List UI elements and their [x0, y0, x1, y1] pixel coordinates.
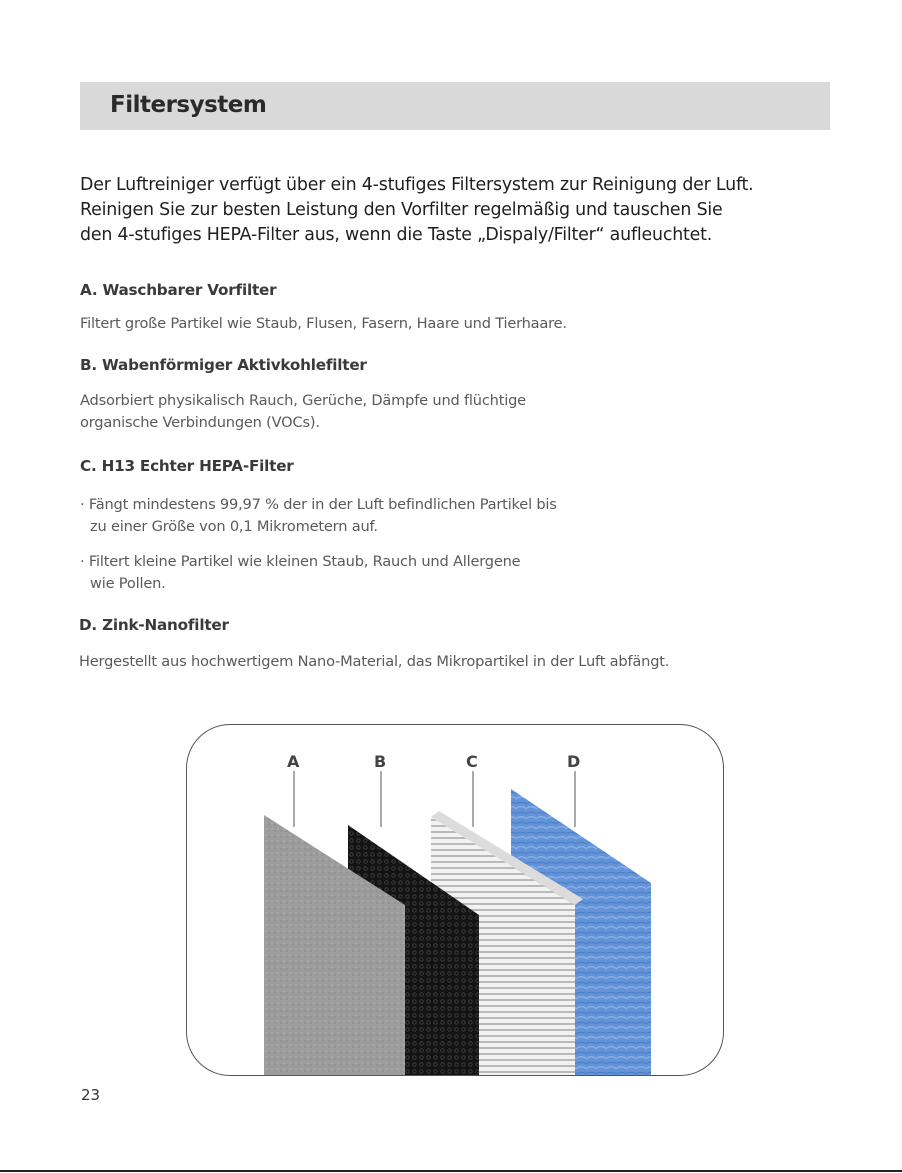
section-b-heading: B. Wabenförmiger Aktivkohlefilter	[80, 356, 367, 374]
bottom-divider	[0, 1170, 902, 1172]
page-number: 23	[81, 1086, 101, 1104]
bullet-line: zu einer Größe von 0,1 Mikrometern auf.	[90, 518, 378, 535]
section-c-heading: C. H13 Echter HEPA-Filter	[80, 457, 294, 475]
label-d: D	[567, 752, 581, 771]
section-d-heading: D. Zink-Nanofilter	[79, 616, 229, 634]
intro-line: den 4-stufiges HEPA-Filter aus, wenn die Taste „Dispaly/Filter“ aufleuchtet.	[80, 225, 713, 245]
intro-line: Reinigen Sie zur besten Leistung den Vorfilter regelmäßig und tauschen Sie	[80, 200, 723, 220]
section-a-text	[80, 313, 567, 335]
section-a-line: Filtert große Partikel wie Staub, Flusen, Fasern, Haare und Tierhaare.	[80, 315, 567, 332]
bullet-line: · Fängt mindestens 99,97 % der in der Luft befindlichen Partikel bis	[80, 496, 557, 513]
section-b-text	[80, 390, 526, 434]
section-a-heading: A. Waschbarer Vorfilter	[80, 281, 277, 299]
section-b-line: Adsorbiert physikalisch Rauch, Gerüche, Dämpfe und flüchtige	[80, 392, 526, 409]
title-bar	[80, 82, 830, 130]
label-b: B	[374, 752, 387, 771]
filter-layers-illustration	[187, 725, 723, 1075]
intro-line: Der Luftreiniger verfügt über ein 4-stufiges Filtersystem zur Reinigung der Luft.	[80, 175, 754, 195]
filter-layers-figure	[186, 724, 724, 1076]
page-title: Filtersystem	[110, 92, 267, 118]
section-c-bullet-1	[80, 494, 557, 538]
section-c-bullet-2	[80, 551, 520, 595]
intro-paragraph	[80, 173, 840, 248]
bullet-line: wie Pollen.	[90, 575, 166, 592]
label-a: A	[287, 752, 300, 771]
label-c: C	[466, 752, 478, 771]
section-b-line: organische Verbindungen (VOCs).	[80, 414, 320, 431]
section-d-line: Hergestellt aus hochwertigem Nano-Material, das Mikropartikel in der Luft abfängt.	[79, 653, 670, 670]
bullet-line: · Filtert kleine Partikel wie kleinen Staub, Rauch und Allergene	[80, 553, 521, 570]
section-d-text	[79, 651, 669, 673]
